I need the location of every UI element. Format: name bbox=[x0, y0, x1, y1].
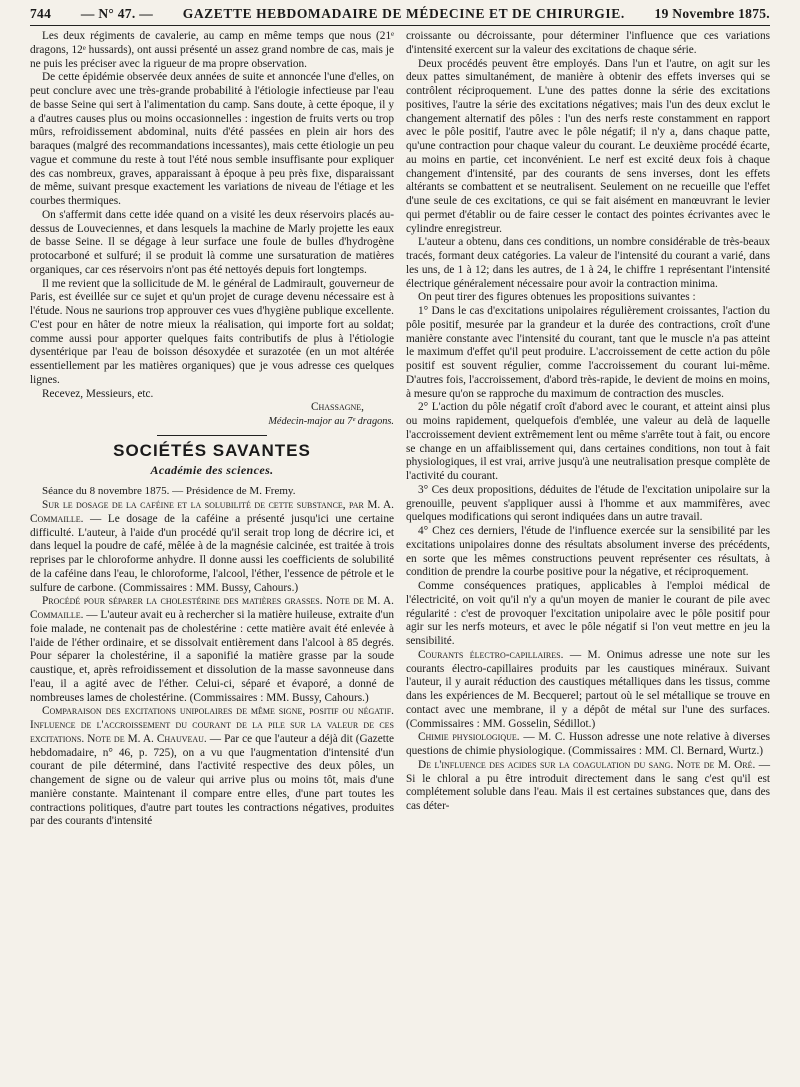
signature-name: Chassagne, bbox=[310, 401, 364, 414]
article-body: — Si le chloral a pu être introduit directement dans le sang c'est qu'il est complétement soluble dans l'eau. Mais il est certaines substances que, dans des cas déter- bbox=[406, 758, 771, 812]
paragraph: Recevez, Messieurs, etc. bbox=[42, 387, 154, 400]
paragraph: On peut tirer des figures obtenues les propositions suivantes : bbox=[418, 291, 696, 304]
right-column bbox=[406, 30, 770, 829]
article-body: — M. Onimus adresse une note sur les courants électro-capillaires produits par les caustiques minéraux. Suivant l'auteur, il y aurait réduction des caustiques métalliques dans les tissus, comme dans les expériences de M. Becquerel; partout où le sel métallique se trouve en contact avec une membrane, il y a dépôt de métal sur l'une des surfaces. (Commissaires : MM. Gosselin, Sédillot.) bbox=[406, 648, 770, 730]
article bbox=[406, 649, 770, 732]
proposition: 1° Dans le cas d'excitations unipolaires régulièrement croissantes, l'action du pôle positif, mesurée par la grandeur et la durée des contractions, croît d'une manière constante avec l'intensité du courant, tant que le muscle n'a pas atteint le maximum d'effet qu'il peut produire. L'accroissement de cette action du pôle positif est souvent régulier, comme l'accroissement du courant lui-même. D'autres fois, l'accroissement, d'abord très-rapide, le devient de moins en moins, à mesure qu'on se rapproche du maximum de contraction des muscles. bbox=[406, 305, 770, 400]
page-number: 744 bbox=[30, 6, 52, 21]
article bbox=[406, 731, 770, 759]
article-body: — M. C. Husson adresse une note relative à diverses questions de chimie physiologique. (Commissaires : MM. Cl. Bernard, Wurtz.) bbox=[406, 731, 771, 757]
issue-number: — N° 47. — bbox=[80, 6, 154, 21]
article bbox=[30, 499, 394, 595]
signature bbox=[30, 401, 394, 429]
article bbox=[30, 595, 394, 705]
article-body: — Par ce que l'auteur a déjà dit (Gazette hebdomadaire, n° 46, p. 725), on a vu que l'augmentation d'intensité d'un courant de pile déterminé, dans l'activité respective des deux pôles, un changement de signe ou de valeur qui arrive plus ou moins tôt, mais d'une manière constante. Maintenant il compare entre elles, d'une part toutes les contractions politiques, d'autre part toutes les contractions négatives, produites par des courants d'intensité bbox=[30, 732, 394, 828]
article-body: — Le dosage de la caféine a présenté jusqu'ici une certaine difficulté. L'auteur, à l'aide d'un procédé qu'il serait trop long de décrire ici, et dans lequel la poudre de café, mêlée à de la magnésie calcinée, est traitée à trois reprises par le chloroforme anhydre. Il donne aussi les coefficients de solubilité de la caféine dans l'eau, le chloroforme, l'alcool, l'éther, l'essence de pétrole et le sulfure de carbone. (Commissaires : MM. Bussy, Cahours.) bbox=[30, 512, 394, 594]
divider bbox=[157, 435, 267, 436]
proposition: 3° Ces deux propositions, déduites de l'étude de l'excitation unipolaire sur la grenouille, peuvent s'appliquer aussi à l'homme et aux mammifères, avec quelques modifications qui seront indiquées dans un autre travail. bbox=[406, 483, 770, 524]
proposition: 4° Chez ces derniers, l'étude de l'influence exercée sur la sensibilité par les excitations unipolaires donne des résultats absolument inverse des précédents, en sorte que les mêmes constructions peuvent représenter ces résultats, à condition de prendre la courbe positive pour la négative, et réciproquement. bbox=[406, 525, 770, 579]
article-title: De l'influence des acides sur la coagulation du sang. Note de M. Oré. bbox=[418, 758, 756, 771]
proposition: 2° L'action du pôle négatif croît d'abord avec le courant, et atteint ainsi plus ou moins rapidement, quelquefois d'emblée, une valeur au delà de laquelle l'accroissement devient extrêmement lent ou même s'arrête tout à fait, ou encore se change en un affaiblissement qui, dans certaines conditions, non tout à fait physiologiques, il est vrai, arrive jusqu'à une neutralisation presque complète de l'activité du courant. bbox=[406, 401, 770, 482]
page-header bbox=[30, 6, 770, 26]
article bbox=[30, 705, 394, 829]
article bbox=[406, 759, 770, 814]
journal-title: GAZETTE HEBDOMADAIRE DE MÉDECINE ET DE CHIRURGIE. bbox=[182, 6, 625, 21]
article-title: Chimie physiologique. bbox=[418, 731, 520, 744]
paragraph: On s'affermit dans cette idée quand on a visité les deux réservoirs placés au-dessus de Louveciennes, et dans lesquels la machine de Marly projette les eaux de basse Seine. Il se dégage à leur surface une foule de bulles d'hydrogène protocarboné et sulfuré; il se produit là comme une sursaturation de matières organiques, car ces réservoirs n'ont pas été nettoyés depuis fort longtemps. bbox=[30, 208, 394, 276]
paragraph: Il me revient que la sollicitude de M. le général de Ladmirault, gouverneur de Paris, est éveillée sur ce sujet et qu'un projet de curage devenu nécessaire est à l'étude. Nous ne saurions trop approuver ces vues d'hygiène publique excellente. C'est pour en hâter de notre mieux la réalisation, qui importe fort au soldat; comme aussi pour apporter quelques faits contributifs de plus à l'étiologie dysentérique par l'eau de boisson désoxydée et surazotée (en un mot altérée essentiellement par les matières organiques) que je vous adresse ces quelques lignes. bbox=[30, 277, 394, 386]
article-title: Sur le dosage de la caféine et la solubilité de cette substance, par M. A. Commaille. bbox=[30, 499, 394, 525]
paragraph: Deux procédés peuvent être employés. Dans l'un et l'autre, on agit sur les deux pattes simultanément, de manière à obtenir des effets inverses qui se contrôlent réciproquement. L'une des pattes donne la série des excitations positives, l'autre la série des excitations négatives; mais l'un des deux exclut le changement alternatif des pôles : l'un des nerfs reste constamment en rapport avec le pôle positif, l'autre avec le pôle négatif; il n'y a, dans chaque patte, qu'une contraction pour chaque valeur du courant. Le deuxième procédé écarte, au moins en partie, cet inconvénient. Le nerf est excité deux fois à chaque changement d'intensité, par des courants de sens inverses, dont les effets altérants se combattent et se neutralisent. Seulement on ne recueille que l'effet d'une seule de ces excitations, ce qui se fait aisément en manœuvrant le levier qui permet d'établir ou de faire cesser le contact des pointes écrivantes avec le cylindre enregistreur. bbox=[406, 57, 770, 235]
left-column bbox=[30, 30, 394, 829]
issue-date: 19 Novembre 1875. bbox=[654, 6, 770, 21]
paragraph: De cette épidémie observée deux années de suite et annoncée l'une d'elles, on peut conclure avec une très-grande probabilité à l'étiologie infectieuse par l'eau de basse Seine qui sert à l'alimentation du camp. Sans doute, à cette époque, il y a d'autres causes plus ou moins occasionnelles : ingestion de fruits verts ou trop mûrs, refroidissement abdominal, nuits d'été passées en plein air hors des baraques (malgré des recommandations incessantes), mais cette étiologie un peu vague et commune du reste à tout l'été nous semble insuffisante pour expliquer des cas nombreux, graves, apparaissant à époque à peu près fixe, disparaissant de même, suivant presque exactement les variations de niveau de l'étiage et les courbes thermiques. bbox=[30, 71, 394, 207]
article-body: — L'auteur avait eu à rechercher si la matière huileuse, extraite d'un foie malade, ne contenait pas de cholestérine : cette matière avait été enlevée à l'aide de l'éther ordinaire, et se dissolvait entièrement dans l'alcool à 85 degrés. Pour séparer la cholestérine, il a saponifié la matière grasse par la soude caustique, et, après refroidissement et dissolution de la masse savonneuse dans l'eau, il a agité avec de l'éther. Celui-ci, séparé et évaporé, a donné de nombreuses lames de cholestérine. (Commissaires : MM. Bussy, Cahours.) bbox=[30, 609, 394, 704]
article-title: Courants électro-capillaires. bbox=[418, 648, 564, 661]
paragraph: Les deux régiments de cavalerie, au camp en même temps que nous (21ᵉ dragons, 12ᵉ hussards), ont aussi présenté un assez grand nombre de cas, mais je ne puis les préciser avec la rigueur de ma propre observation. bbox=[30, 30, 394, 70]
paragraph: Comme conséquences pratiques, applicables à l'emploi médical de l'électricité, on voit qu'il n'y a qu'un moyen de manier le courant de pile avec régularité : c'est de provoquer l'excitation unipolaire avec le pôle positif pour agir sur les nerfs moteurs, et avec le pôle négatif si l'on veut mettre en jeu la sensibilité. bbox=[406, 580, 770, 647]
columns bbox=[30, 30, 770, 829]
article-title: Procédé pour séparer la cholestérine des matières grasses. Note de M. A. Commaille. bbox=[30, 595, 394, 621]
subsection-heading: Académie des sciences. bbox=[150, 462, 274, 477]
paragraph: croissante ou décroissante, pour déterminer l'influence que ces variations d'intensité exercent sur la valeur des excitations de chaque série. bbox=[406, 30, 770, 56]
section-heading: SOCIÉTÉS SAVANTES bbox=[113, 440, 311, 460]
article-title: Comparaison des excitations unipolaires de même signe, positif ou négatif. Influence de l'accroissement du courant de la pile sur la valeur de ces excitations. Note de M. A. Chauveau. bbox=[30, 705, 394, 745]
session-line: Séance du 8 novembre 1875. — Présidence de M. Fremy. bbox=[42, 485, 296, 498]
paragraph: L'auteur a obtenu, dans ces conditions, un nombre considérable de très-beaux tracés, formant deux catégories. La valeur de l'intensité du courant a varié, dans les uns, de 1 à 12; dans les autres, de 1 à 24, le chiffre 1 représentant l'intensité électrique généralement nécessaire pour avoir la contraction minima. bbox=[406, 236, 770, 290]
signature-role: Médecin-major au 7ᵉ dragons. bbox=[268, 416, 394, 427]
